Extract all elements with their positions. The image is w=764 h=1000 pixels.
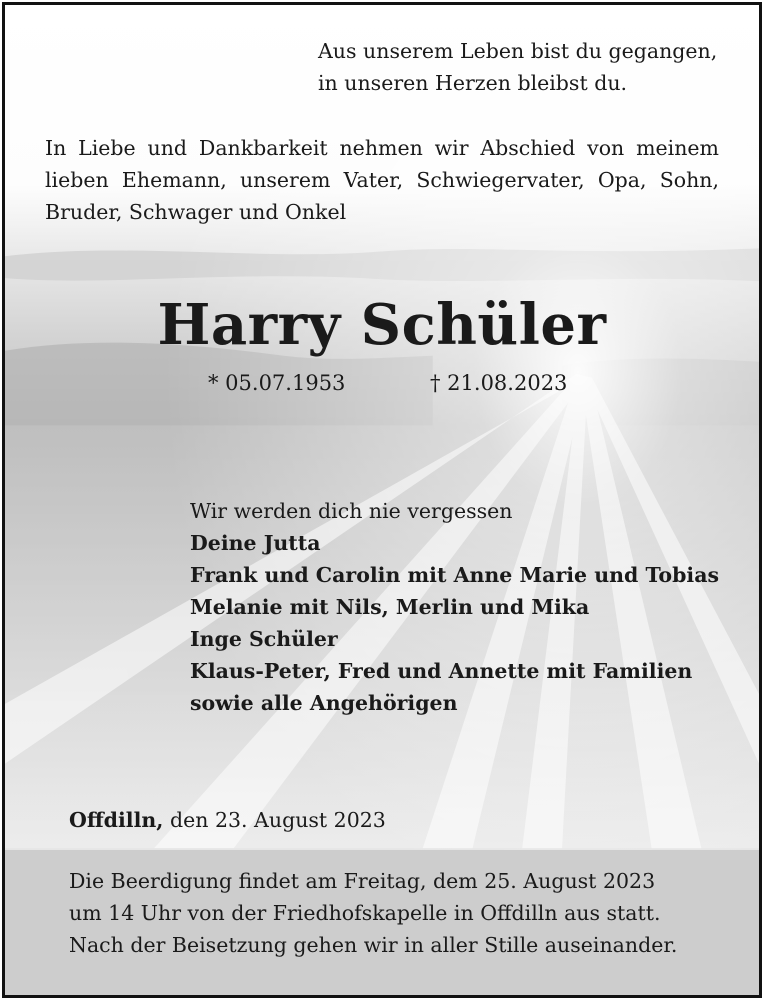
place-name: Offdilln, bbox=[69, 808, 164, 832]
place-date-line bbox=[69, 804, 386, 836]
funeral-line: um 14 Uhr von der Friedhofskapelle in Offdilln aus statt. bbox=[69, 901, 661, 925]
mourner-name: sowie alle Angehörigen bbox=[190, 691, 458, 715]
mourners-intro: Wir werden dich nie vergessen bbox=[190, 499, 513, 523]
birth-date: * 05.07.1953 bbox=[208, 371, 346, 395]
mourner-name: Inge Schüler bbox=[190, 627, 338, 651]
funeral-line: Nach der Beisetzung gehen wir in aller Stille auseinander. bbox=[69, 933, 678, 957]
notice-date: den 23. August 2023 bbox=[169, 808, 386, 832]
memorial-quote bbox=[318, 35, 717, 99]
mourner-name: Deine Jutta bbox=[190, 531, 321, 555]
deceased-name: Harry Schüler bbox=[157, 292, 607, 358]
mourner-name: Klaus-Peter, Fred und Annette mit Familien bbox=[190, 659, 693, 683]
mourner-name: Frank und Carolin mit Anne Marie und Tobias bbox=[190, 563, 720, 587]
funeral-line: Die Beerdigung findet am Freitag, dem 25. August 2023 bbox=[69, 869, 656, 893]
obituary-notice bbox=[2, 2, 762, 998]
mourners-list bbox=[190, 495, 719, 719]
quote-line: in unseren Herzen bleibst du. bbox=[318, 71, 628, 95]
mourner-name: Melanie mit Nils, Merlin und Mika bbox=[190, 595, 590, 619]
death-date: † 21.08.2023 bbox=[430, 371, 568, 395]
farewell-intro: In Liebe und Dankbarkeit nehmen wir Abschied von meinem lieben Ehemann, unserem Vater, Schwiegervater, Opa, Sohn, Bruder, Schwager und Onkel bbox=[45, 136, 719, 224]
quote-line: Aus unserem Leben bist du gegangen, bbox=[318, 39, 718, 63]
funeral-details bbox=[69, 865, 677, 961]
